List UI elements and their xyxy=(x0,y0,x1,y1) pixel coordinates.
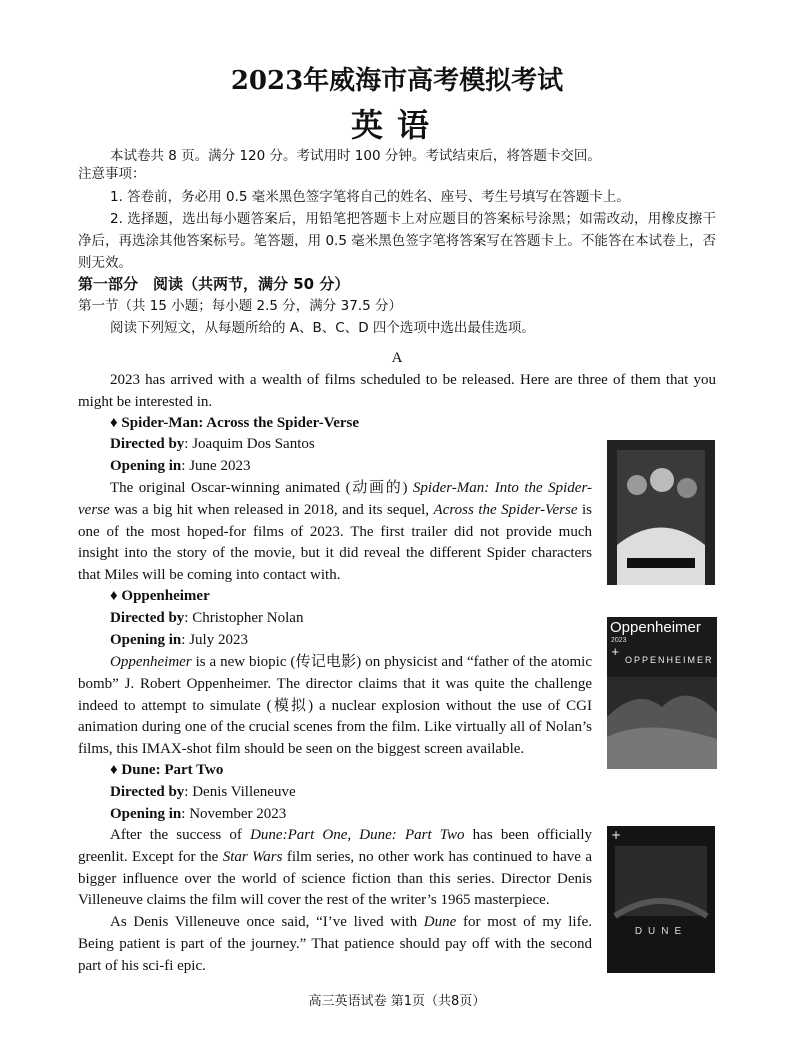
plus-icon: + xyxy=(611,828,622,842)
film1-title: ♦ Spider-Man: Across the Spider-Verse xyxy=(110,415,360,431)
film2-title: ♦ Oppenheimer xyxy=(110,588,210,604)
dune-poster-image xyxy=(607,826,715,973)
note-item-1: 1. 答卷前，务必用 0.5 毫米黑色签字笔将自己的姓名、座号、考生号填写在答题卡上。 xyxy=(110,189,630,205)
notes-label: 注意事项： xyxy=(78,166,146,182)
poster-title: Oppenheimer xyxy=(610,619,701,636)
subject-title: 英语 xyxy=(350,106,443,144)
film1-description: The original Oscar-winning animated (动画的) Spider-Man: Into the Spider-verse was a big hit when released in 2018, and its sequel, Across the Spider-Verse is one of the most hoped-for films of 2023. The first trailer did not provide much insight into the story of the movie, but it did reveal the different Spider characters that Miles will be coming into contact with. xyxy=(78,480,593,584)
film1-opening: Opening in: June 2023 xyxy=(110,458,251,474)
film2-description: Oppenheimer is a new biopic (传记电影) on physicist and “father of the atomic bomb” J. Robert Oppenheimer. The director claims that it was quite the challenge indeed to attempt to simulate (模拟) a nuclear explosion without the use of CGI animation during one of the crucial scenes from the film. Like virtually all of Nolan’s films, this IMAX-shot film should be seen on the biggest screen available. xyxy=(78,654,592,758)
film3-title: ♦ Dune: Part Two xyxy=(110,762,224,778)
film3-description: After the success of Dune:Part One, Dune: Part Two has been officially greenlit. Except for the Star Wars film series, no other work has continued to have a bigger influence over the world of science fiction than this series. Director Denis Villeneuve claims the film will cover the rest of the writer’s 1965 masterpiece. xyxy=(78,827,593,909)
exam-info: 本试卷共 8 页。满分 120 分。考试用时 100 分钟。考试结束后，将答题卡交回。 xyxy=(110,148,601,164)
film1-director: Directed by: Joaquim Dos Santos xyxy=(110,436,315,452)
poster-name: DUNE xyxy=(634,926,688,937)
poster-year: 2023 xyxy=(611,637,627,644)
film2-director: Directed by: Christopher Nolan xyxy=(110,610,304,626)
plus-icon: + xyxy=(611,647,620,658)
passage-label: A xyxy=(391,350,403,366)
film3-opening: Opening in: November 2023 xyxy=(110,806,287,822)
section1-title: 第一节（共 15 小题；每小题 2.5 分，满分 37.5 分） xyxy=(78,298,402,314)
exam-title: 2023年威海市高考模拟考试 xyxy=(230,66,564,96)
section-instruction: 阅读下列短文，从每题所给的 A、B、C、D 四个选项中选出最佳选项。 xyxy=(110,320,535,336)
oppenheimer-poster-image xyxy=(607,617,717,769)
film3-quote: As Denis Villeneuve once said, “I’ve lived with Dune for most of my life. Being patient is part of the journey.” That patience should pay off with the second part of his sci-fi epic. xyxy=(78,914,592,974)
note-item-2: 2. 选择题，选出每小题答案后，用铅笔把答题卡上对应题目的答案标号涂黑；如需改动，用橡皮擦干净后，再选涂其他答案标号。笔答题，用 0.5 毫米黑色签字笔将答案写在答题卡上。不能答在本试卷上，否则无效。 xyxy=(78,211,716,271)
page-footer: 高三英语试卷 第1页（共8页） xyxy=(308,994,486,1009)
film3-director: Directed by: Denis Villeneuve xyxy=(110,784,296,800)
spider-man-poster-image xyxy=(607,440,715,585)
passage-intro: 2023 has arrived with a wealth of films scheduled to be released. Here are three of them that you might be interested in. xyxy=(78,372,716,410)
poster-name: OPPENHEIMER xyxy=(625,655,714,665)
film2-opening: Opening in: July 2023 xyxy=(110,632,248,648)
part1-title: 第一部分 阅读（共两节，满分 50 分） xyxy=(78,275,350,293)
